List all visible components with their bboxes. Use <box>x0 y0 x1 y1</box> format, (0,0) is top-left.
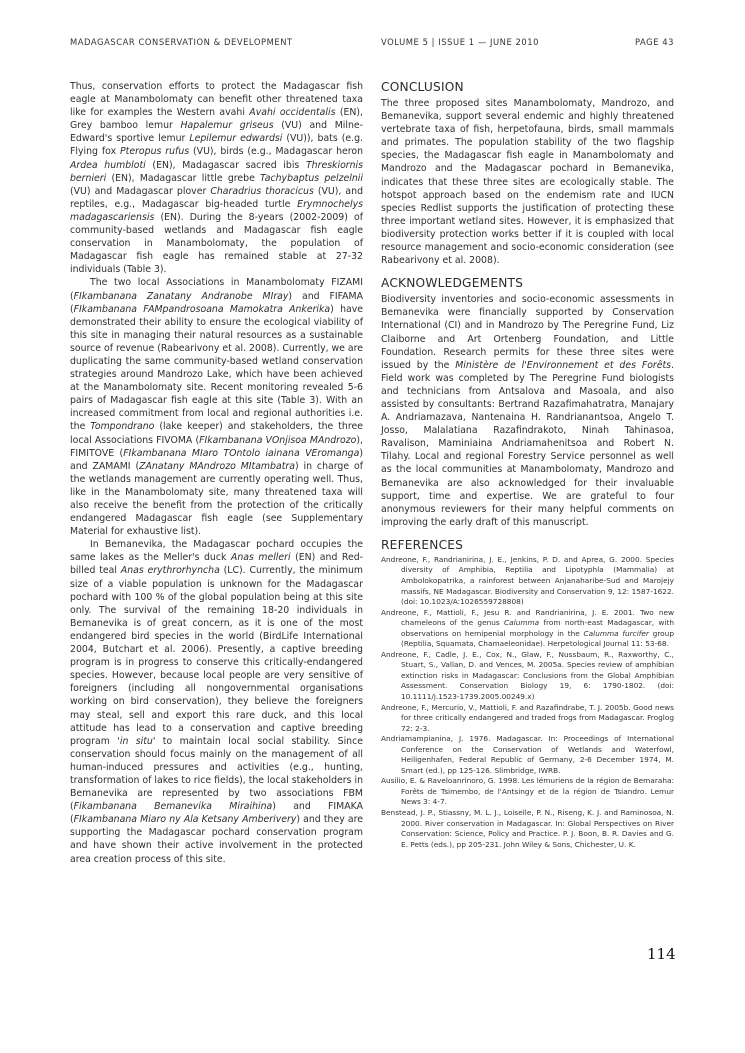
reference-entry: Andriamampianina, J. 1976. Madagascar. In: Proceedings of International Conference on the Conservation of Wetlands and Waterfowl, Heiligenhafen, Federal Republic of Germany, 2-6 December 1974, M. Smart (ed.), pp 125-126. Slimbridge, IWRB. <box>381 734 674 775</box>
italic-term: Calumma furcifer <box>583 628 649 638</box>
reference-entry: Andreone, F., Mercurio, V., Mattioli, F. and Razafindrabe, T. J. 2005b. Good news for three critically endangered and traded frogs from Madagascar. Froglog 72: 2-3. <box>381 702 674 733</box>
italic-term: FIkambanana FAMpandrosoana Mamokatra Ankerika <box>73 303 331 315</box>
reference-entry: Andreone, F., Randrianirina, J. E., Jenkins, P. D. and Aprea, G. 2000. Species diversity of Amphibia, Reptilia and Lipotyphla (Mammalia) at Ambolokopatrika, a rainforest between Anjanaharibe-Sud and Marojejy massifs, NE Madagascar. Biodiversity and Conservation 9, 12: 1587-1622. (doi: 10.1023/A:1026559728808) <box>381 554 674 607</box>
left-column <box>70 80 363 866</box>
italic-term: FIkambanana MIaro TOntolo iainana VEromanga <box>123 447 360 459</box>
italic-term: Lepilemur edwardsi <box>189 133 283 145</box>
body-paragraph-3: In Bemanevika, the Madagascar pochard occupies the same lakes as the Meller's duck Anas melleri (EN) and Red-billed teal Anas erythrorhyncha (LC). Currently, the minimum size of a viable population is unknown for the Madagascar pochard with 100 % of the global population being at this site only. The survival of the remaining 18-20 individuals in Bemanevika is of great concern, as it is one of the most endangered bird species in the world (BirdLife International 2004, Butchart et al. 2006). Presently, a captive breeding program is in progress to conserve this critically-endangered species. However, because local people are very sensitive of foreigners (including all nongovernmental organisations working on bird conservation), they believe the foreigners may steal, sell and export this rare duck, and this local attitude has lead to a conservation and captive breeding program 'in situ' to maintain local social stability. Since conservation should focus mainly on the management of all human-induced pressures and activities (e.g., hunting, transformation of lakes to rice fields), the local stakeholders in Bemanevika are represented by two associations FBM (Fikambanana Bemanevika Miraihina) and FIMAKA (FIkambanana Miaro ny Ala Ketsany Amberivery) and they are supporting the Madagascar pochard conservation program and have shown their active involvement in the protected area creation process of this site. <box>70 539 364 865</box>
italic-term: Ardea humbloti <box>70 159 146 171</box>
page-label: PAGE 43 <box>634 37 674 47</box>
reference-entry: Andreone, F., Mattioli, F., Jesu R. and Randrianirina, J. E. 2001. Two new chameleons of the genus Calumma from north-east Madagascar, with observations on hemipenial morphology in the Calumma furcifer group (Reptilia, Squamata, Chamaeleonidae). Herpetological Journal 11: 53-68. <box>381 607 674 649</box>
journal-title: MADAGASCAR CONSERVATION & DEVELOPMENT <box>70 37 293 47</box>
acknowledgements-paragraph: Biodiversity inventories and socio-economic assessments in Bemanevika were financially supported by Conservation International (CI) and in Mandrozo by The Peregrine Fund, Liz Claiborne and Art Ortenberg Foundation, and Little Foundation. Research permits for these three sites were issued by the Ministère de l'Environnement et des Forêts. Field work was completed by The Peregrine Fund biologists and technicians from Antsalova and Masoala, and also assisted by consultants: Bertrand Razafimahatratra, Manajary A. Andriamazava, Nantenaina H. Randrianantsoa, Angelo T. Josso, Malalatiana Razafindrakoto, Ninah Tahinasoa, Ravalison, Maminiaina Andriamahenitsoa and Robert N. Tilahy. Local and regional Forestry Service personnel as well as the local communities at Manambolomaty, Mandrozo and Bemanevika are also acknowledged for their invaluable support, time and expertise. We are grateful to four anonymous reviewers for their many helpful comments on improving the early draft of this manuscript. <box>381 294 675 528</box>
italic-term: Anas erythrorhyncha <box>120 565 220 577</box>
references-heading: REFERENCES <box>381 537 464 552</box>
conclusion-paragraph: The three proposed sites Manambolomaty, Mandrozo, and Bemanevika, support several endemic and highly threatened vertebrate taxa of fish, herpetofauna, birds, small mammals and primates. The population stability of the two flagship species, the Madagascar fish eagle in Manambolomaty and Mandrozo and the Madagascar pochard in Bemanevika, indicates that these three sites are ecologically stable. The hotspot approach based on the endemism rate and IUCN species Redlist supports the justification of protecting these three important wetland sites. However, it is emphasized that biodiversity protection works better if it is coupled with local resource management and socio-economic consideration (see Rabearivony et al. 2008). <box>381 98 674 267</box>
italic-term: Threskiornis bernieri <box>70 159 364 184</box>
body-paragraph-2: The two local Associations in Manambolomaty FIZAMI (FIkambanana Zanatany Andranobe MIray) and FIFAMA (FIkambanana FAMpandrosoana Mamokatra Ankerika) have demonstrated their ability to ensure the ecological viability of this site in managing their natural resources as a sustainable source of revenue (Rabearivony et al. 2008). Currently, we are duplicating the same community-based wetland conservation strategies around Mandrozo Lake, which have been achieved at the Manambolomaty site. Recent monitoring revealed 5-6 pairs of Madagascar fish eagle at this site (Table 3). With an increased commitment from local and regional authorities i.e. the Tompondrano (lake keeper) and stakeholders, the three local Associations FIVOMA (FIkambanana VOnjisoa MAndrozo), FIMITOVE (FIkambanana MIaro TOntolo iainana VEromanga) and ZAMAMI (ZAnatany MAndrozo MItambatra) in charge of the wetlands management are currently operating well. Thus, like in the Manambolomaty site, many threatened taxa will also receive the benefit from the protection of the critically endangered Madagascar fish eagle (see Supplementary Material for exhaustive list). <box>70 277 364 538</box>
italic-term: Tachybaptus pelzelnii <box>260 172 363 184</box>
reference-list <box>381 555 674 850</box>
italic-term: Anas melleri <box>230 552 291 564</box>
italic-term: Ministère de l'Environnement et des Forêts <box>455 359 672 371</box>
body-paragraph-1: Thus, conservation efforts to protect the Madagascar fish eagle at Manambolomaty can benefit other threatened taxa like for examples the Western avahi Avahi occidentalis (EN), Grey bamboo lemur Hapalemur griseus (VU) and Milne-Edward's sportive lemur Lepilemur edwardsi (VU)), bats (e.g. Flying fox Pteropus rufus (VU), birds (e.g., Madagascar heron Ardea humbloti (EN), Madagascar sacred ibis Threskiornis bernieri (EN), Madagascar little grebe Tachybaptus pelzelnii (VU) and Madagascar plover Charadrius thoracicus (VU), and reptiles, e.g., Madagascar big-headed turtle Erymnochelys madagascariensis (EN). During the 8-years (2002-2009) of community-based wetlands and Madagascar fish eagle conservation in Manambolomaty, the population of Madagascar fish eagle has remained stable at 27-32 individuals (Table 3). <box>70 81 364 276</box>
italic-term: FIkambanana VOnjisoa MAndrozo <box>199 434 357 446</box>
page-number: 114 <box>647 945 676 963</box>
italic-term: FIkambanana Zanatany Andranobe MIray <box>73 290 289 302</box>
italic-term: Tompondrano <box>90 421 155 433</box>
italic-term: FIkambanana Miaro ny Ala Ketsany Amberivery <box>73 814 297 826</box>
italic-term: Erymnochelys madagascariensis <box>70 198 363 223</box>
italic-term: Hapalemur griseus <box>180 120 274 132</box>
italic-term: Avahi occidentalis <box>249 107 336 119</box>
reference-entry: Ausilio, E. & Raveloanrinoro, G. 1998. Les lémuriens de la région de Bemaraha: Forêts de Tsimembo, de l'Antsingy et de la région de Tsiandro. Lemur News 3: 4-7. <box>381 776 674 807</box>
italic-term: Fikambanana Bemanevika Miraihina <box>73 801 273 813</box>
italic-term: in situ <box>119 735 153 747</box>
italic-term: Calumma <box>504 618 540 628</box>
italic-term: ZAnatany MAndrozo MItambatra <box>139 460 295 472</box>
reference-entry: Andreone, F., Cadle, J. E., Cox, N., Glaw, F., Nussbaum, R., Raxworthy, C., Stuart, S., Vallan, D. and Vences, M. 2005a. Species review of amphibian extinction risks in Madagascar: Conclusions from the Global Amphibian Assessment. Conservation Biology 19, 6: 1790-1802. (doi: 10.1111/j.1523-1739.2005.00249.x) <box>381 649 674 702</box>
conclusion-heading: CONCLUSION <box>381 80 464 94</box>
acknowledgements-heading: ACKNOWLEDGEMENTS <box>381 276 524 291</box>
italic-term: Pteropus rufus <box>120 146 190 158</box>
right-column <box>381 80 674 850</box>
running-header <box>70 37 674 49</box>
issue-info: VOLUME 5 | ISSUE 1 — JUNE 2010 <box>381 37 540 47</box>
reference-entry: Benstead, J. P., Stiassny, M. L. J., Loiselle, P. N., Riseng, K. J. and Raminosoa, N. 2000. River conservation in Madagascar. In: Global Perspectives on River Conservation: Science, Policy and Practice. P. J. Boon, B. R. Davies and G. E. Petts (eds.), pp 205-231. John Wiley & Sons, Chichester, U. K. <box>381 808 674 849</box>
italic-term: Charadrius thoracicus <box>210 185 314 197</box>
